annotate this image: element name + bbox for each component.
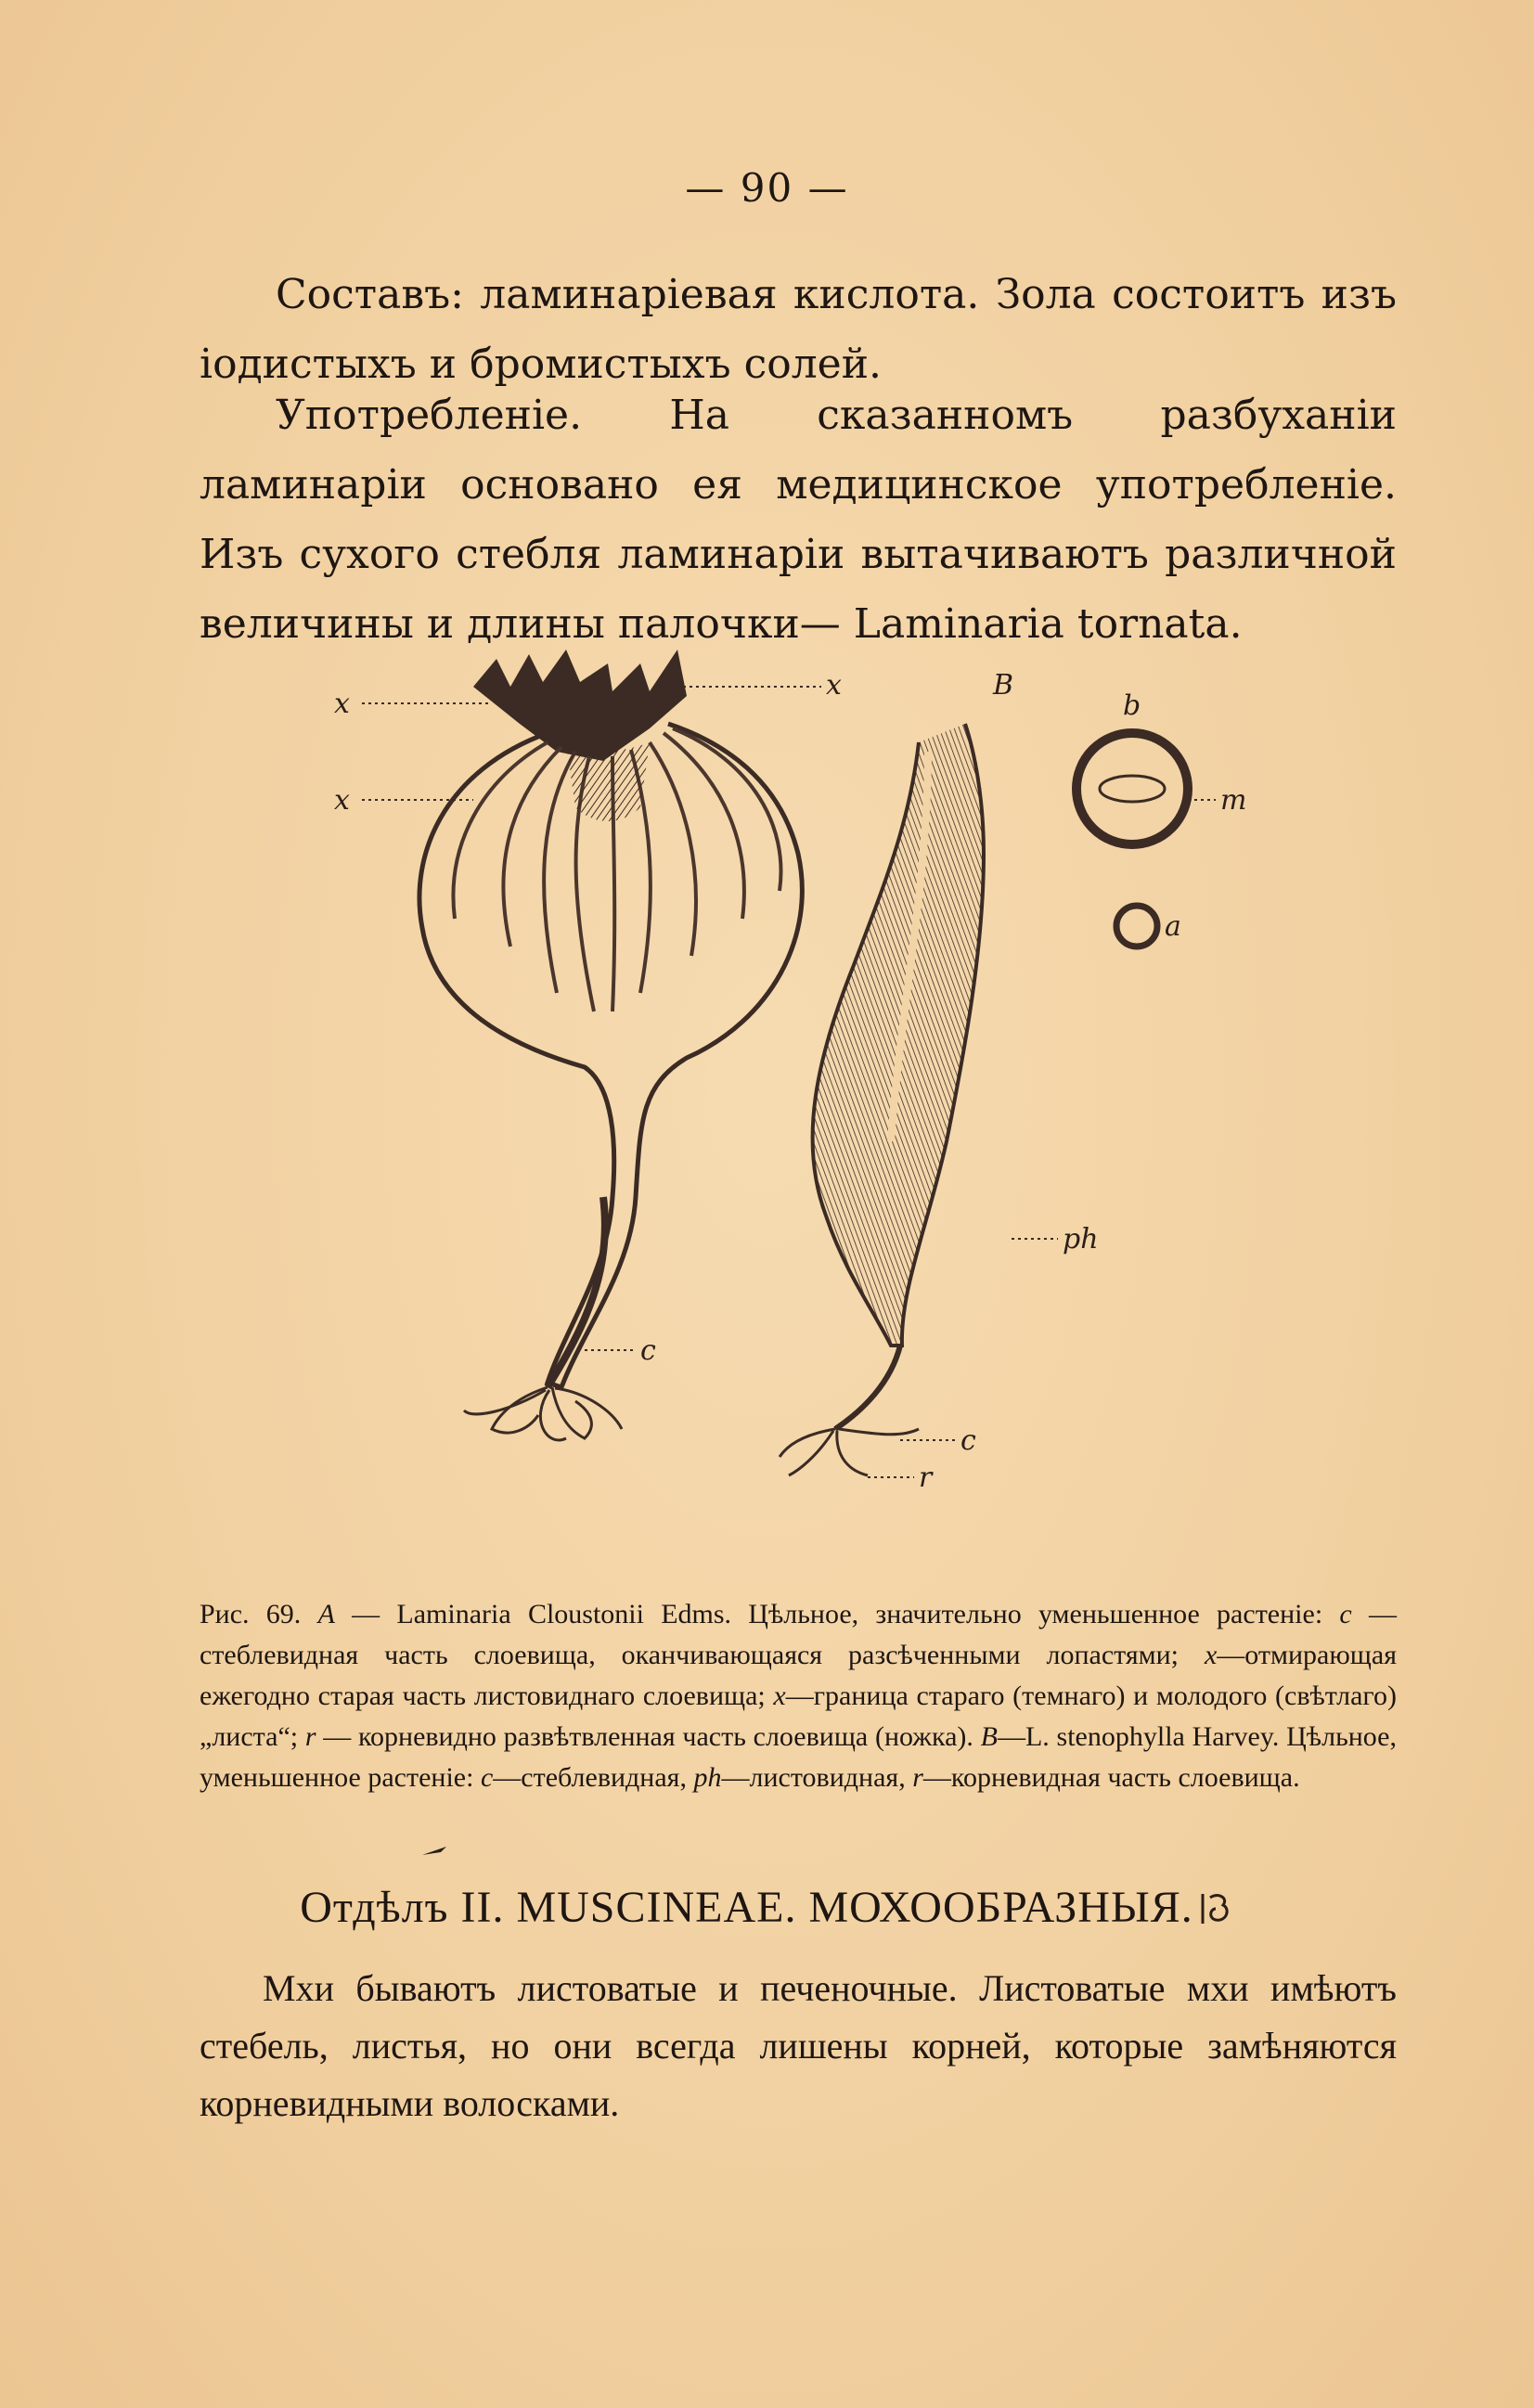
caption-part: — стеблевидная часть слоевища, оканчивающаяся разсѣченными лопастями;	[200, 1599, 1398, 1670]
label-b-section: b	[1123, 689, 1141, 722]
plant-b-stipe	[835, 1346, 900, 1429]
label-x-mid-left: x	[334, 784, 350, 817]
label-c-plant-b: c	[960, 1424, 976, 1457]
label-c-plant-a: c	[640, 1334, 656, 1367]
cross-section-b	[1076, 733, 1188, 844]
laminaria-drawing	[334, 640, 1262, 1577]
plant-a-crown	[473, 650, 687, 761]
caption-part: —граница стараго (темнаго) и молодого (свѣтлаго) „листа“;	[200, 1680, 1397, 1752]
caption-symbol: c	[1339, 1599, 1352, 1629]
caption-part: —стеблевидная,	[493, 1762, 694, 1793]
caption-symbol: B	[980, 1721, 998, 1752]
caption-symbol: c	[480, 1762, 494, 1793]
label-b-plant: B	[993, 669, 1014, 702]
paragraph-usage: Употребленіе. На сказанномъ разбуханіи ламинаріи основано ея медицинское употребленіе. Изъ сухого стебля ламинаріи вытачиваютъ различной величины и длины палочки— Laminaria tornata.	[200, 392, 1397, 648]
caption-a: A	[317, 1599, 335, 1629]
section-heading	[0, 1882, 1534, 1933]
paragraph-composition: Составъ: ламинаріевая кислота. Зола состоитъ изъ іодистыхъ и бромистыхъ солей.	[200, 271, 1397, 388]
caption-symbol: r	[912, 1762, 923, 1793]
page-number: — 90 —	[685, 165, 849, 211]
label-r: r	[919, 1462, 933, 1494]
caption-part: —листовидная,	[721, 1762, 913, 1793]
paragraph-mosses: Мхи бываютъ листоватые и печеночные. Листоватые мхи имѣютъ стебель, листья, но они всегда лишены корней, которые замѣняются корневидными волосками.	[200, 1967, 1397, 2124]
stamp-mark-icon	[1199, 1890, 1234, 1927]
label-ph: ph	[1063, 1223, 1099, 1256]
ink-mark	[422, 1847, 446, 1856]
label-x-top-left: x	[334, 688, 350, 720]
cross-section-a	[1116, 906, 1157, 946]
caption-symbol: x	[773, 1680, 786, 1711]
plant-a-dark-zone	[566, 742, 650, 821]
figure-caption	[200, 1594, 1397, 1798]
plant-b-holdfast	[780, 1429, 919, 1475]
caption-symbol: r	[304, 1721, 316, 1752]
plant-a	[419, 650, 802, 1440]
caption-part: — Laminaria Cloustonii Edms. Цѣльное, значительно уменьшенное растеніе:	[334, 1599, 1340, 1629]
figure-laminaria-illustration	[334, 640, 1262, 1577]
plant-a-blade-outline	[419, 724, 802, 1387]
caption-part: —корневидная часть слоевища.	[922, 1762, 1300, 1793]
caption-lead: Рис. 69.	[200, 1599, 302, 1629]
plant-a-holdfast	[464, 1387, 622, 1440]
label-x-top-right: x	[826, 669, 842, 702]
caption-part: — корневидно развѣтвленная часть слоевища (ножка).	[316, 1721, 981, 1752]
caption-symbol: ph	[693, 1762, 722, 1793]
label-m: m	[1220, 784, 1247, 817]
section-title-text: Отдѣлъ II. MUSCINEAE. МОХООБРАЗНЫЯ.	[300, 1883, 1193, 1932]
plant-b	[780, 724, 984, 1475]
caption-part: —отмирающая ежегодно старая часть листовиднаго слоевища;	[200, 1640, 1397, 1711]
caption-symbol: x	[1204, 1640, 1218, 1670]
leader-lines	[362, 687, 1216, 1477]
label-a: a	[1165, 910, 1181, 943]
caption-part: —L. stenophylla Harvey. Цѣльное, уменьшенное растеніе:	[200, 1721, 1397, 1793]
